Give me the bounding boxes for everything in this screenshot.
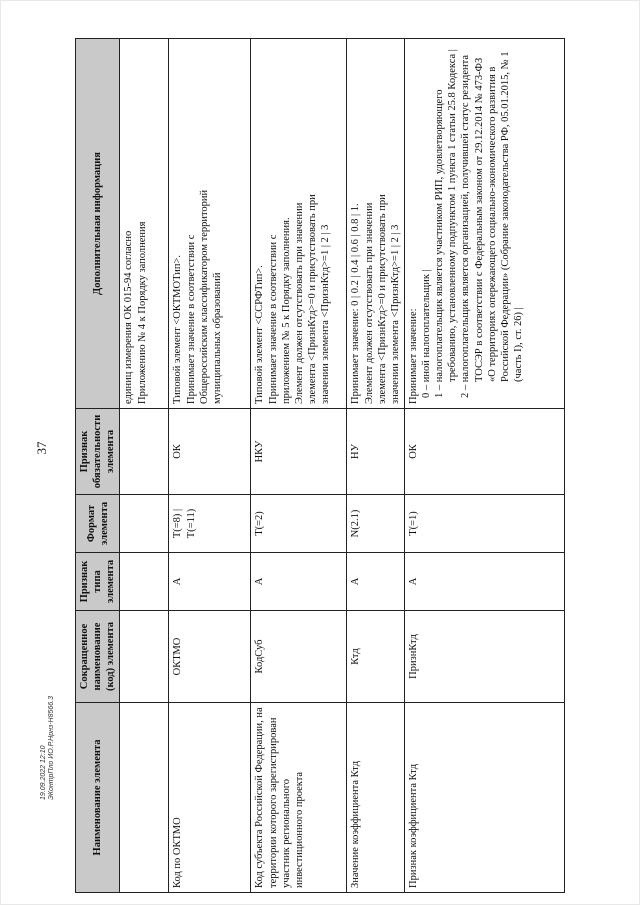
table-row-ktd [347,39,405,893]
cell-name: Признак коэффициента Ктд [404,703,564,893]
cell-required: ОК [404,409,564,495]
cell-format: T(=1) [404,495,564,553]
cell-format: T(=2) [251,495,347,553]
cell-code: ОКТМО [169,611,251,703]
header-required: Признак обязательности элемента [76,409,120,495]
cell-code: КодСуб [251,611,347,703]
cell-format: T(=8) | T(=11) [169,495,251,553]
cell-type: А [169,553,251,611]
header-row [76,39,120,893]
cell-type: А [404,553,564,611]
cell-required: ОК [169,409,251,495]
header-info: Дополнительная информация [76,39,120,409]
cell-name: Значение коэффициента Ктд [347,703,405,893]
header-code: Сокращенное наименование (код) элемента [76,611,120,703]
elements-table [75,38,565,893]
cell-name: Код по ОКТМО [169,703,251,893]
header-type: Признак типа элемента [76,553,120,611]
cell-code: Ктд [347,611,405,703]
cell-name: Код субъекта Российской Федерации, на территории которого зарегистрирован участник регионального инвестиционного проекта [251,703,347,893]
cell-info: Типовой элемент <ОКТМОТип>. Принимает значение в соответствии с Общероссийским классификатором территорий муниципальных образований [169,39,251,409]
table-row-oktmo [169,39,251,893]
table-row-continuation [120,39,169,893]
header-name: Наименование элемента [76,703,120,893]
continuation-info: единиц измерения ОК 015-94 согласно Приложению № 4 к Порядку заполнения [120,39,169,409]
table-row-kodsub [251,39,347,893]
cell-info: Принимает значение: 0 – иной налогоплательщик | 1 – налогоплательщик является участником РИП, удовлетворяющего требованию, установленному подпунктом 1 пункта 1 статьи 25.8 Кодекса | 2 – налогоплательщик является организацией, получившей статус резидента ТОСЭР в соответствии с Федеральным законом от 29.12.2014 № 473-ФЗ «О территориях опережающего социально-экономического развития в Российской Федерации» (Собрание законодательства РФ, 05.01.2015, № 1 (часть I), ст. 26) | [404,39,564,409]
signature-stamp: 19.09.2022 12:10 ЭКонтрПло ИО.Р.Нрнз-Н8566.3 [40,695,56,800]
cell-type: А [347,553,405,611]
rotated-table-container [75,38,565,893]
list-item: 2 – налогоплательщик является организацией, получившей статус резидента ТОСЭР в соответствии с Федеральным законом от 29.12.2014 № 473-ФЗ «О территориях опережающего социально-экономического развития в Российской Федерации» (Собрание законодательства РФ, 05.01.2015, № 1 (часть I), ст. 26) | [460,51,524,398]
cell-type: А [251,553,347,611]
table-row-priznktd [404,39,564,893]
cell-info: Типовой элемент <ССРФТип>. Принимает значение в соответствии с приложением № 5 к Порядку заполнения. Элемент должен отсутствовать при значении элемента <ПризнКтд>=0 и присутствовать при значении элемента <ПризнКтд>=1 | 2 | 3 [251,39,347,409]
cell-required: НКУ [251,409,347,495]
list-item: 1 – налогоплательщик является участником РИП, удовлетворяющего требованию, установленному подпунктом 1 пункта 1 статьи 25.8 Кодекса | [434,49,459,398]
cell-info: Принимает значение: 0 | 0.2 | 0.4 | 0.6 | 0.8 | 1. Элемент должен отсутствовать при значении элемента <ПризнКтд>=0 и присутствовать при значении элемента <ПризнКтд>=1 | 2 | 3 [347,39,405,409]
cell-required: НУ [347,409,405,495]
header-format: Формат элемента [76,495,120,553]
page-number: 37 [34,441,49,455]
list-item: 0 – иной налогоплательщик | [421,269,432,398]
cell-format: N(2.1) [347,495,405,553]
cell-code: ПризнКтд [404,611,564,703]
